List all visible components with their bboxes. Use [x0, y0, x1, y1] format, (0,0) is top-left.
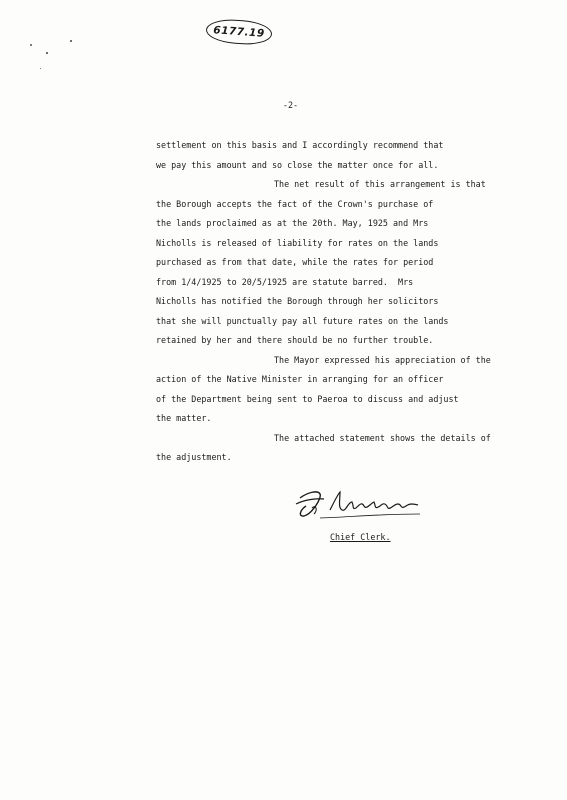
text-line: purchased as from that date, while the rates for period: [156, 257, 434, 267]
paper-speck: [46, 52, 48, 54]
paper-speck: [30, 44, 32, 46]
paper-speck: [40, 68, 41, 69]
paper-speck: [70, 40, 72, 42]
text-line: the lands proclaimed as at the 20th. May, 1925 and Mrs: [156, 218, 429, 228]
text-line: from 1/4/1925 to 20/5/1925 are statute barred. Mrs: [156, 276, 414, 287]
reference-stamp: 6177.19: [205, 18, 273, 47]
text-line: retained by her and there should be no further trouble.: [156, 335, 434, 345]
text-line: the adjustment.: [156, 452, 232, 462]
text-line: that she will punctually pay all future rates on the lands: [156, 315, 449, 326]
paragraph-start: The Mayor expressed his appreciation of the: [274, 354, 491, 365]
text-line: Nicholls is released of liability for rates on the lands: [156, 237, 439, 248]
text-line: the matter.: [156, 413, 212, 423]
text-line: settlement on this basis and I accordingly recommend that: [156, 140, 444, 150]
text-line: we pay this amount and so close the matter once for all.: [156, 159, 439, 170]
signatory-title: Chief Clerk.: [330, 532, 391, 542]
handwritten-signature: [290, 484, 430, 524]
paragraph-start: The net result of this arrangement is that: [274, 179, 486, 189]
text-line: the Borough accepts the fact of the Crown's purchase of: [156, 198, 434, 209]
paragraph-start: The attached statement shows the details of: [274, 432, 491, 443]
text-line: Nicholls has notified the Borough through her solicitors: [156, 296, 439, 306]
text-line: action of the Native Minister in arranging for an officer: [156, 374, 444, 384]
letter-body: [156, 136, 496, 468]
page-number: -2-: [282, 100, 299, 110]
text-line: of the Department being sent to Paeroa to discuss and adjust: [156, 393, 459, 404]
